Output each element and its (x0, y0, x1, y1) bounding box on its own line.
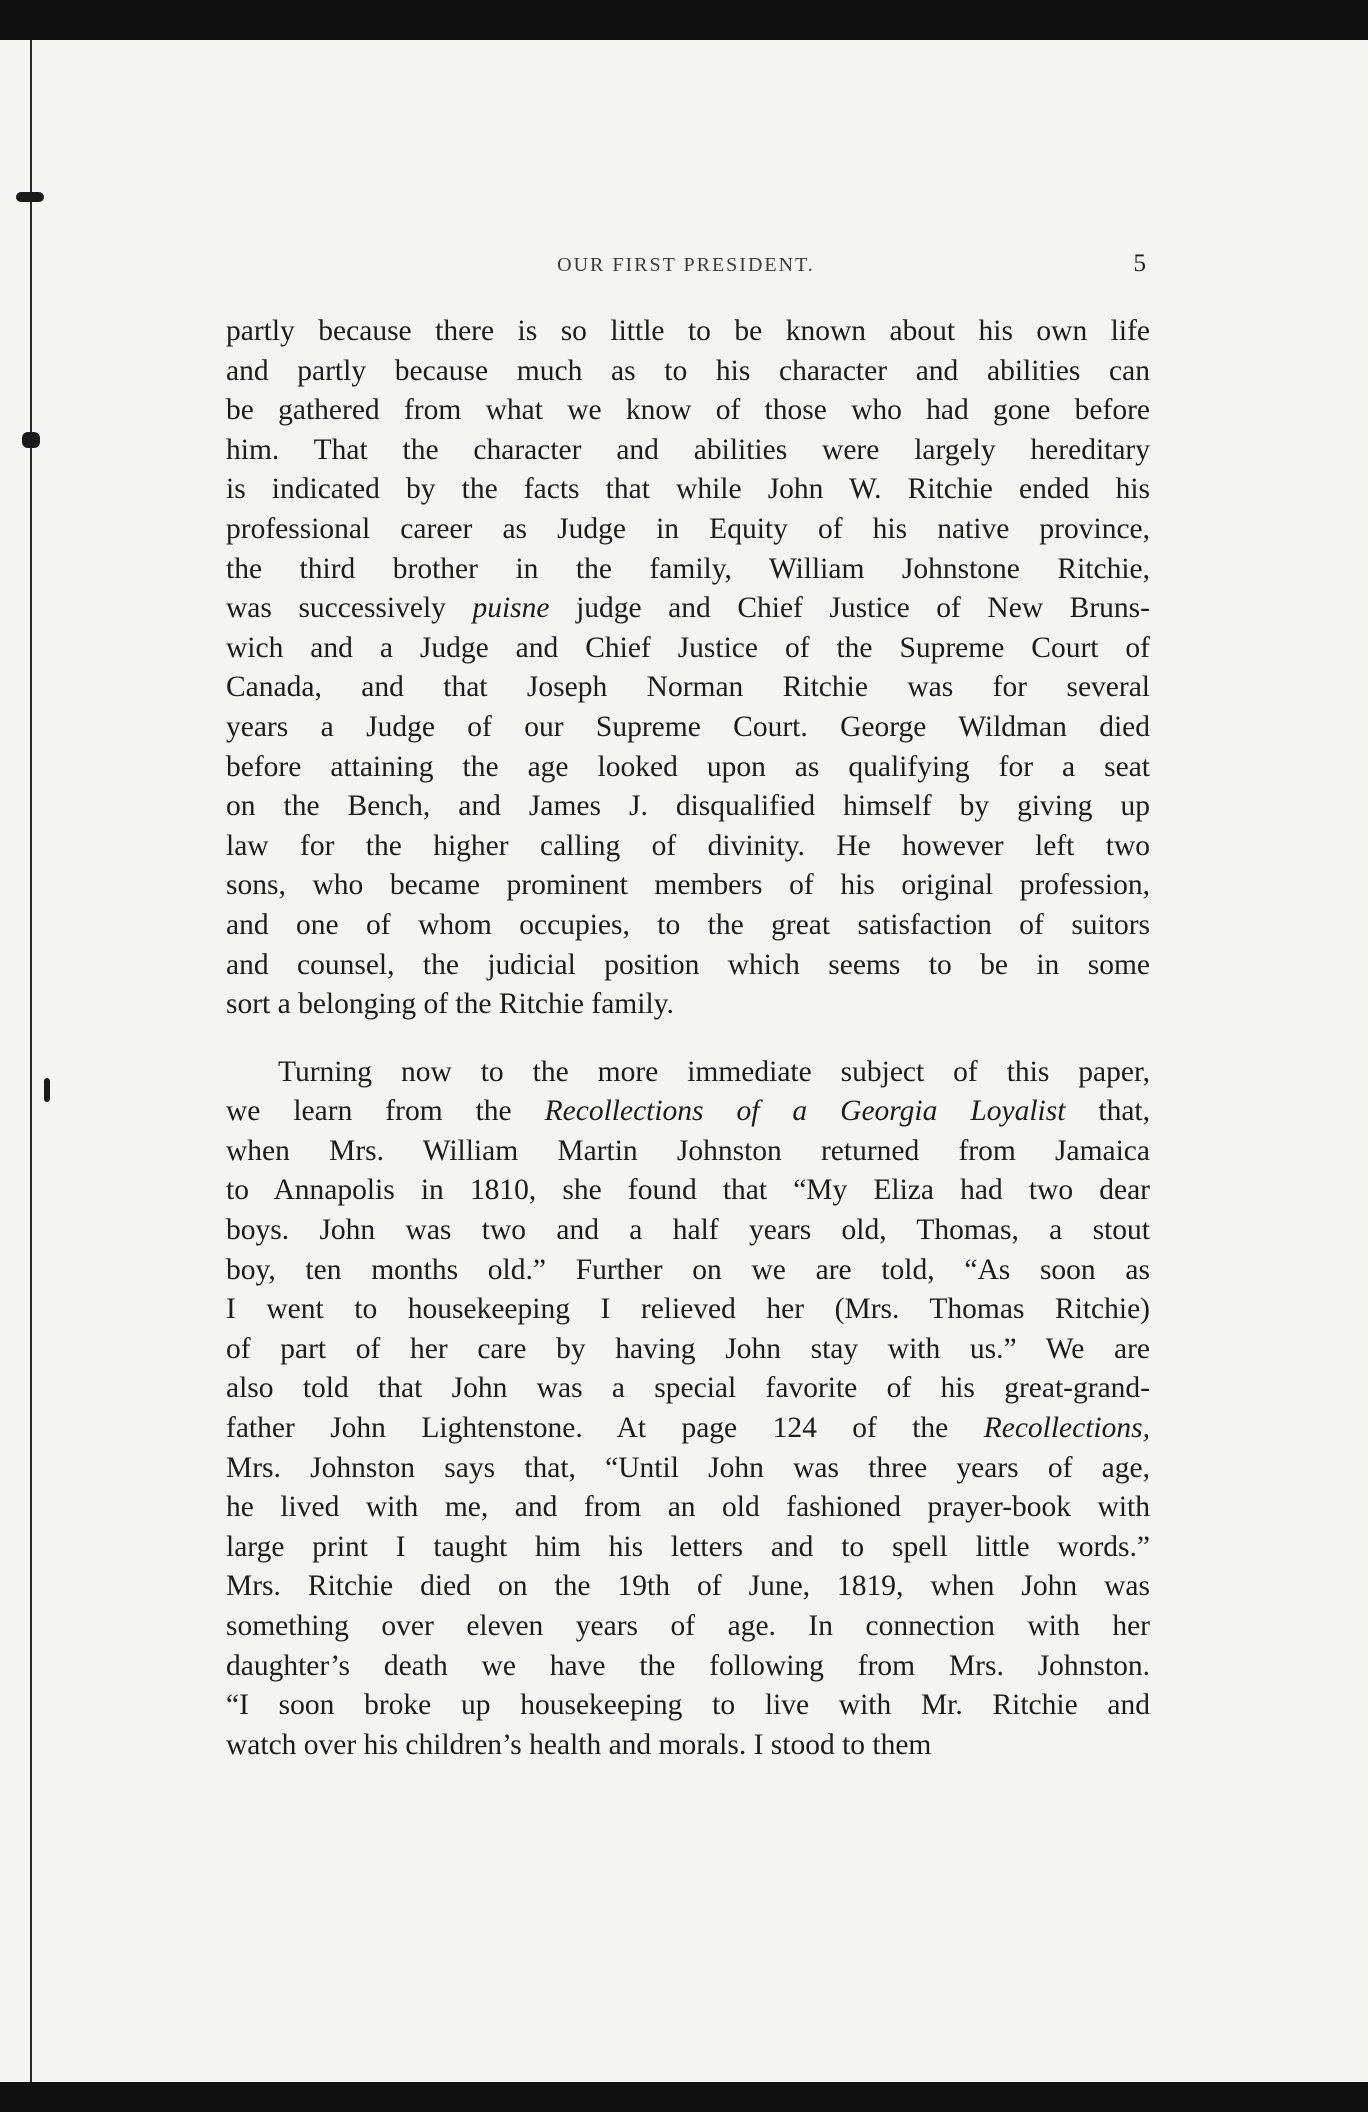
text-line (226, 1132, 1150, 1172)
text-line (226, 1053, 1150, 1093)
page-binding-edge (30, 40, 32, 2084)
text-run: watch over his children’s health and morals. I stood to them (226, 1728, 932, 1761)
scan-top-border (0, 0, 1368, 42)
text-run: law for the higher calling of divinity. He however left two (226, 829, 1150, 862)
text-line (226, 1369, 1150, 1409)
text-run: when Mrs. William Martin Johnston returned from Jamaica (226, 1134, 1150, 1167)
binding-mark (44, 1078, 50, 1102)
text-line (226, 748, 1150, 788)
running-head (226, 250, 1146, 284)
text-line (226, 985, 1150, 1025)
text-run: “I soon broke up housekeeping to live with Mr. Ritchie and (226, 1689, 1150, 1722)
text-run: boy, ten months old.” Further on we are told, “As soon as (226, 1253, 1150, 1286)
text-line (226, 1290, 1150, 1330)
text-line (226, 391, 1150, 431)
text-run: wich and a Judge and Chief Justice of the Supreme Court of (226, 631, 1150, 664)
text-line (226, 946, 1150, 986)
text-run: years a Judge of our Supreme Court. George Wildman died (226, 710, 1150, 743)
page-number: 5 (1133, 250, 1146, 277)
text-run: is indicated by the facts that while John W. Ritchie ended his (226, 473, 1150, 506)
text-run: boys. John was two and a half years old, Thomas, a stout (226, 1214, 1150, 1247)
text-line (226, 1449, 1150, 1489)
text-line (226, 1686, 1150, 1726)
text-run: him. That the character and abilities were largely hereditary (226, 433, 1150, 466)
text-run: also told that John was a special favorite of his great-grand- (226, 1372, 1150, 1405)
text-line (226, 470, 1150, 510)
italic-title: Recollections, (983, 1412, 1150, 1445)
text-line (226, 1567, 1150, 1607)
text-line (226, 550, 1150, 590)
text-line (226, 589, 1150, 629)
text-line (226, 708, 1150, 748)
text-run: judge and Chief Justice of New Bruns- (549, 592, 1150, 625)
binding-mark (16, 192, 44, 202)
running-title: OUR FIRST PRESIDENT. (557, 254, 815, 276)
text-run: Canada, and that Joseph Norman Ritchie was for several (226, 671, 1150, 704)
italic-title: Recollections of a Georgia Loyalist (544, 1095, 1066, 1128)
paragraph (226, 1053, 1150, 1766)
text-run: on the Bench, and James J. disqualified himself by giving up (226, 790, 1150, 823)
text-run: I went to housekeeping I relieved her (Mrs. Thomas Ritchie) (226, 1293, 1150, 1326)
text-run: father John Lightenstone. At page 124 of the (226, 1412, 984, 1445)
italic-title: puisne (472, 592, 550, 625)
text-run: was successively (226, 592, 473, 625)
text-line (226, 906, 1150, 946)
text-line (226, 1251, 1150, 1291)
text-run: the third brother in the family, William Johnstone Ritchie, (226, 552, 1150, 585)
text-run: and partly because much as to his character and abilities can (226, 354, 1150, 387)
text-run: Turning now to the more immediate subject of this paper, (278, 1055, 1150, 1088)
text-line (226, 352, 1150, 392)
text-line (226, 1330, 1150, 1370)
text-line (226, 827, 1150, 867)
paragraph (226, 312, 1150, 1025)
text-run: of part of her care by having John stay with us.” We are (226, 1332, 1150, 1365)
text-run: Mrs. Ritchie died on the 19th of June, 1819, when John was (226, 1570, 1150, 1603)
text-line (226, 1171, 1150, 1211)
text-run: daughter’s death we have the following from Mrs. Johnston. (226, 1649, 1150, 1682)
text-line (226, 1647, 1150, 1687)
paragraph-gap (226, 1025, 1150, 1053)
text-run: large print I taught him his letters and to spell little words.” (226, 1530, 1150, 1563)
text-run: and one of whom occupies, to the great satisfaction of suitors (226, 908, 1150, 941)
binding-mark (22, 432, 40, 448)
text-run: to Annapolis in 1810, she found that “My Eliza had two dear (226, 1174, 1150, 1207)
text-line (226, 1607, 1150, 1647)
text-run: we learn from the (226, 1095, 545, 1128)
text-line (226, 1488, 1150, 1528)
text-line (226, 629, 1150, 669)
text-run: sons, who became prominent members of his original profession, (226, 869, 1150, 902)
text-line (226, 1528, 1150, 1568)
text-run: professional career as Judge in Equity of his native province, (226, 512, 1150, 545)
text-line (226, 431, 1150, 471)
text-line (226, 1211, 1150, 1251)
text-run: before attaining the age looked upon as qualifying for a seat (226, 750, 1150, 783)
scan-bottom-border (0, 2082, 1368, 2112)
text-run: he lived with me, and from an old fashioned prayer-book with (226, 1491, 1150, 1524)
text-run: partly because there is so little to be known about his own life (226, 315, 1150, 347)
text-run: something over eleven years of age. In connection with her (226, 1610, 1150, 1642)
text-line (226, 312, 1150, 352)
text-run: and counsel, the judicial position which seems to be in some (226, 948, 1150, 981)
text-line (226, 510, 1150, 550)
text-line (226, 1092, 1150, 1132)
text-line (226, 787, 1150, 827)
text-run: sort a belonging of the Ritchie family. (226, 988, 674, 1021)
text-line (226, 866, 1150, 906)
text-line (226, 668, 1150, 708)
text-run: that, (1065, 1095, 1150, 1128)
body-text (226, 312, 1150, 1765)
text-line (226, 1726, 1150, 1766)
text-run: be gathered from what we know of those who had gone before (226, 394, 1150, 427)
text-line (226, 1409, 1150, 1449)
text-run: Mrs. Johnston says that, “Until John was three years of age, (226, 1451, 1150, 1484)
